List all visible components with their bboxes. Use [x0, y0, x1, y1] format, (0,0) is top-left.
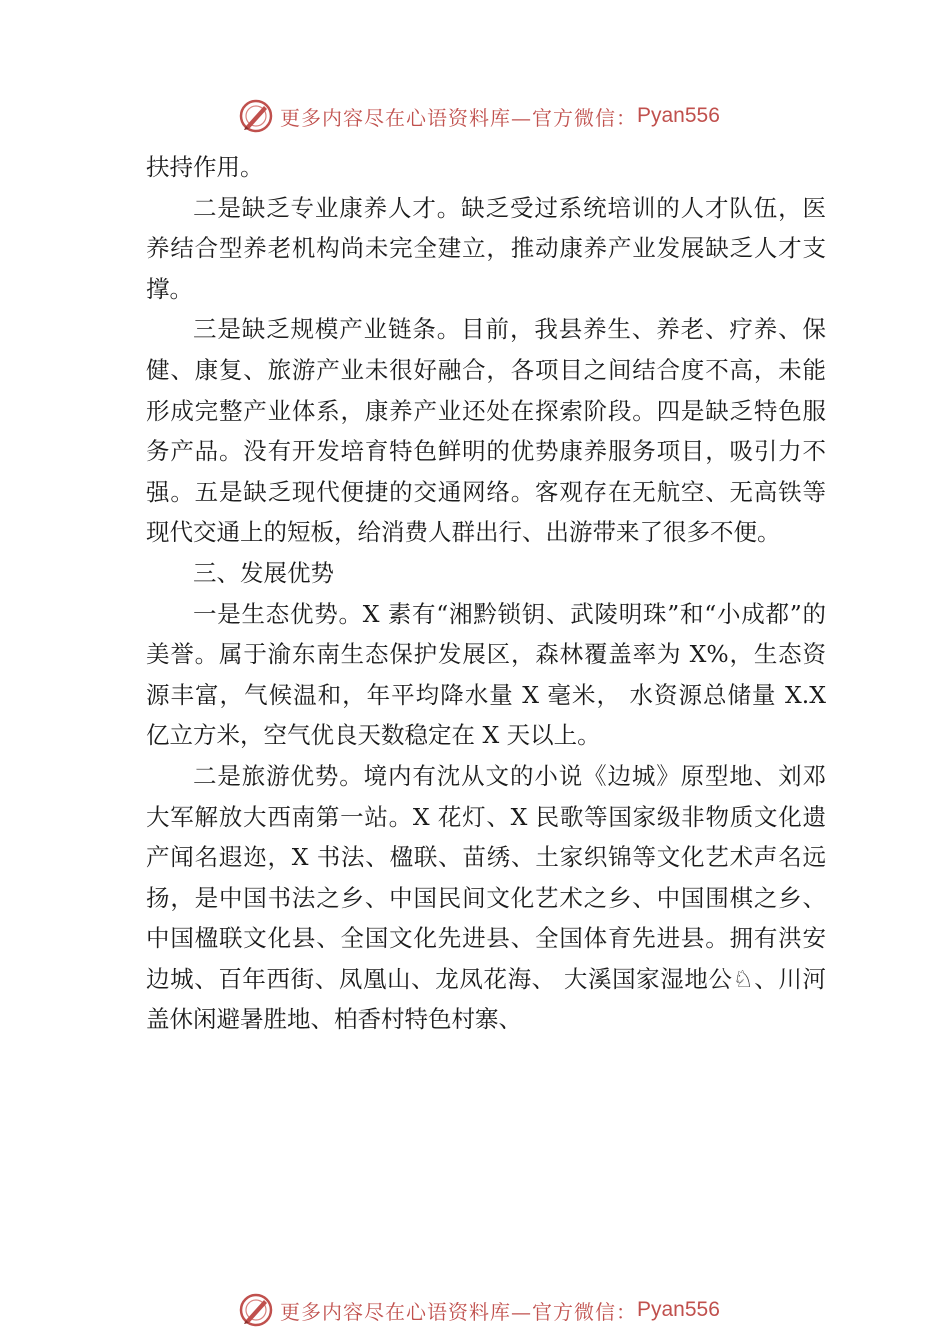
paragraph-industry-chain: 三是缺乏规模产业链条。目前，我县养生、养老、疗养、保健、康复、旅游产业未很好融合，各项目之间结合度不高，未能形成完整产业体系，康养产业还处在探索阶段。四是缺乏特色服务产品。没有开发培育特色鲜明的优势康养服务项目，吸引力不强。五是缺乏现代便捷的交通网络。客观存在无航空、无高铁等现代交通上的短板，给消费人群出行、出游带来了很多不便。 — [146, 315, 826, 547]
pen-seal-logo-icon — [238, 1292, 274, 1328]
footer-watermark — [238, 1290, 720, 1330]
section-heading: 三、发展优势 — [193, 558, 334, 587]
header-watermark — [238, 96, 720, 136]
paragraph-tourism: 二是旅游优势。境内有沈从文的小说《边城》原型地、刘邓大军解放大西南第一站。X 花灯、X 民歌等国家级非物质文化遗产闻名遐迩，X 书法、楹联、苗绣、土家织锦等文化艺术声名远扬，是中国书法之乡、中国民间文化艺术之乡、中国围棋之乡、中国楹联文化县、全国文化先进县、全国体育先进县。拥有洪安边城、百年西街、凤凰山、龙凤花海、 大溪国家湿地公♘、川河盖休闲避暑胜地、柏香村特色村寨、 — [146, 761, 826, 1034]
wechat-id: Pyan556 — [637, 1298, 720, 1321]
pen-seal-logo-icon — [238, 98, 274, 134]
paragraph-ecology: 一是生态优势。X 素有“湘黔锁钥、武陵明珠”和“小成都”的美誉。属于渝东南生态保护发展区，森林覆盖率为 X%，生态资源丰富，气候温和，年平均降水量 X 毫米， 水资源总储量 X.X 亿立方米，空气优良天数稳定在 X 天以上。 — [146, 599, 826, 750]
watermark-text: 更多内容尽在心语资料库—官方微信： — [280, 1299, 637, 1324]
paragraph-talent: 二是缺乏专业康养人才。缺乏受过系统培训的人才队伍，医养结合型养老机构尚未完全建立，推动康养产业发展缺乏人才支撑。 — [146, 193, 826, 303]
paragraph-continuation: 扶持作用。 — [146, 153, 264, 181]
wechat-id: Pyan556 — [637, 104, 720, 127]
document-body — [146, 147, 826, 1040]
watermark-text: 更多内容尽在心语资料库—官方微信： — [280, 105, 637, 130]
